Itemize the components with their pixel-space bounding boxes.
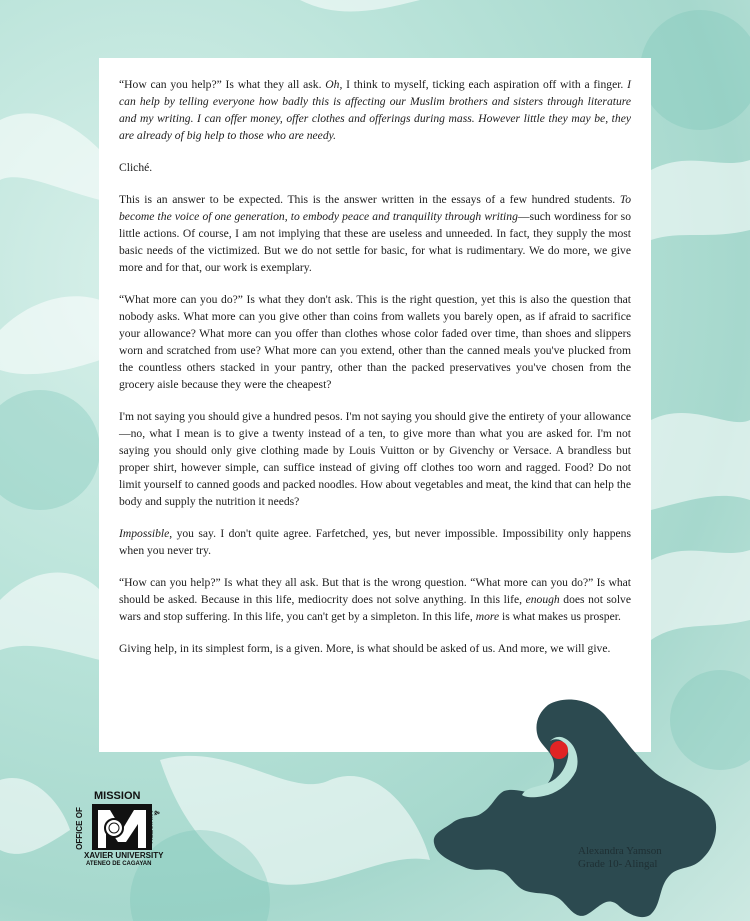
logo-office-of: OFFICE OF: [74, 807, 84, 850]
author-grade: Grade 10- Alingal: [578, 858, 658, 870]
text-run: Cliché.: [119, 161, 153, 174]
text-run: does not solve wars and stop suffering. In this life, you can't get by a simpleton. In this life,: [119, 593, 631, 623]
text-run-italic: enough: [525, 593, 560, 606]
text-run: This is an answer to be expected. This is the answer written in the essays of a few hundred students.: [119, 193, 620, 206]
logo-university: XAVIER UNIVERSITY: [84, 851, 164, 860]
logo-ministry: & MINISTRY: [145, 810, 160, 844]
text-run-italic: I can help by telling everyone how badly this is affecting our Muslim brothers and sisters through literature and my writing. I can offer money, offer clothes and offerings during mass. However little they may be, they are already of big help to those who are needy.: [119, 78, 631, 142]
text-run: I'm not saying you should give a hundred pesos. I'm not saying you should give the entirety of your allowance—no, what I mean is to give a twenty instead of a ten, to give more than what you are asked for. I'm not saying you should only give clothing made by Louis Vuitton or by Givenchy or Versace. A brandless but proper shirt, however simple, can suffice instead of giving off clothes too worn and ragged. Food? Do not limit yourself to canned goods and packed noodles. How about vegetables and meat, the kind that can help the body and supply the nutrition it needs?: [119, 410, 631, 508]
article-paragraph-6: [119, 525, 631, 559]
text-run: , you say. I don't quite agree. Farfetched, yes, but never impossible. Impossibility only happens when you never try.: [119, 527, 631, 557]
location-pin: [550, 741, 568, 759]
text-run: “How can you help?” Is what they all ask.: [119, 78, 326, 91]
article-paragraph-2: [119, 159, 631, 176]
mindanao-map: [430, 695, 730, 921]
author-name: Alexandra Yamson: [578, 845, 662, 857]
article-paragraph-5: [119, 408, 631, 510]
logo-ateneo: ATENEO DE CAGAYAN: [86, 861, 152, 867]
article-paragraph-7: [119, 574, 631, 625]
text-run-italic: To become the voice of one generation, to embody peace and tranquility through writing: [119, 193, 631, 223]
text-run-italic: Impossible: [119, 527, 170, 540]
article-paragraph-4: [119, 291, 631, 393]
article-paragraph-3: [119, 191, 631, 276]
text-run: —such wordiness for so little actions. Of course, I am not implying that these are useless and unneeded. In fact, they supply the most basic needs of the victimized. But we do not settle for basic, for what is rudimentary. We do more, we give more and for that, our work is exemplary.: [119, 210, 631, 274]
text-run: “How can you help?” Is what they all ask. But that is the wrong question. “What more can you do?” Is what should be asked. Because in this life, mediocrity does not solve anything. In this life,: [119, 576, 631, 606]
text-run: is what makes us prosper.: [499, 610, 621, 623]
article-card: [99, 58, 651, 752]
article-paragraph-8: [119, 640, 631, 657]
author-block: [578, 845, 662, 871]
article-paragraph-1: [119, 76, 631, 144]
logo-mission: MISSION: [94, 790, 141, 802]
text-run: “What more can you do?” Is what they don't ask. This is the right question, yet this is also the question that nobody asks. What more can you give other than coins from wallets you barely open, as if afraid to sacrifice your allowance? What more can you offer than clothes whose color faded over time, than shoes and slippers worn and scratched from use? What more can you extend, other than the canned meals you've plucked from the countless others stacked in your pantry, other than the packed preservatives you've chosen from the grocery aisle because they were the cheapest?: [119, 293, 631, 391]
office-logo: [74, 790, 166, 870]
text-run: Giving help, in its simplest form, is a given. More, is what should be asked of us. And more, we will give.: [119, 642, 611, 655]
map-shape: [434, 700, 716, 918]
text-run: I think to myself, ticking each aspiration off with a finger.: [342, 78, 628, 91]
text-run-italic: more: [475, 610, 500, 623]
text-run-italic: Oh,: [325, 78, 343, 91]
